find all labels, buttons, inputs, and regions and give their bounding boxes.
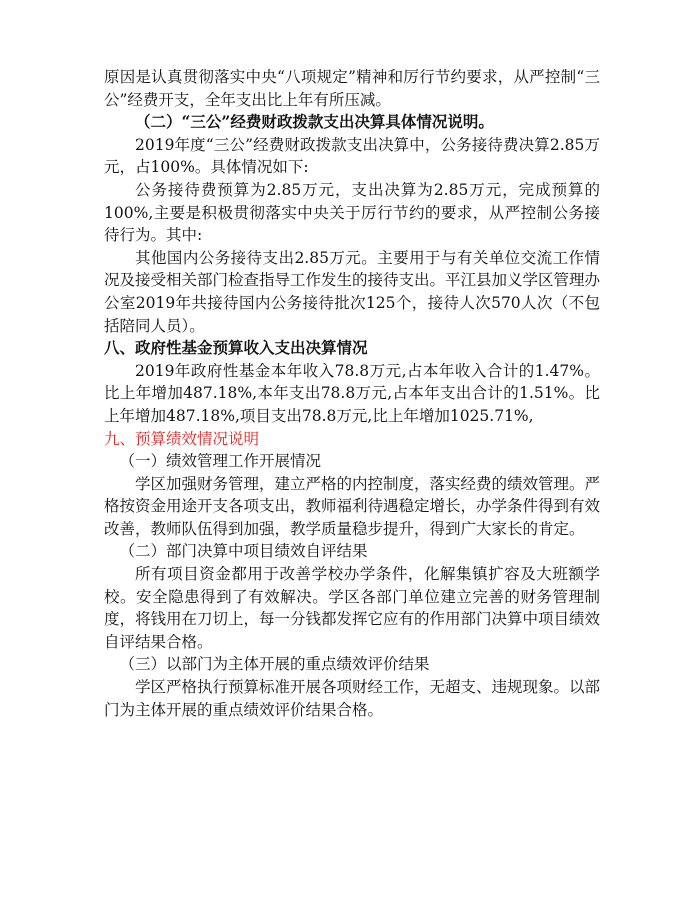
heading-sangong-detail: （二）“三公”经费财政拨款支出决算具体情况说明。	[135, 112, 494, 132]
paragraph-fund-budget: 2019年政府性基金本年收入78.8万元,占本年收入合计的1.47%。比上年增加487.18%,本年支出78.8万元,占本年支出合计的1.51%。比上年增加487.18%,项目支出78.8万元,比上年增加1025.71%,	[104, 361, 600, 425]
paragraph-sangong-total: 2019年度“三公”经费财政拨款支出决算中，公务接待费决算2.85万元，占100%。具体情况如下:	[104, 135, 600, 177]
heading-section-8: 八、政府性基金预算收入支出决算情况	[104, 338, 368, 358]
heading-performance-management: （一）绩效管理工作开展情况	[119, 452, 322, 471]
heading-key-evaluation: （三）以部门为主体开展的重点绩效评价结果	[119, 655, 430, 674]
paragraph-domestic-reception: 其他国内公务接待支出2.85万元。主要用于与有关单位交流工作情况及接受相关部门检查指导工作发生的接待支出。平江县加义学区管理办公室2019年共接待国内公务接待批次125个，接待人次570人次（不包括陪同人员）。	[104, 248, 601, 335]
paragraph-key-evaluation: 学区严格执行预算标准开展各项财经工作，无超支、违规现象。以部门为主体开展的重点绩效评价结果合格。	[104, 678, 601, 719]
heading-section-9: 九、预算绩效情况说明	[104, 429, 260, 448]
document-body	[104, 66, 600, 721]
paragraph-project-self-evaluation: 所有项目资金都用于改善学校办学条件，化解集镇扩容及大班额学校。安全隐患得到了有效解决。学区各部门单位建立完善的财务管理制度，将钱用在刀切上，每一分钱都发挥它应有的作用部门决算中项目绩效自评结果合格。	[104, 565, 601, 651]
paragraph-sangong-reason: 原因是认真贯彻落实中央“八项规定”精神和厉行节约要求，从严控制“三公”经费开支，全年支出比上年有所压减。	[104, 68, 600, 109]
paragraph-reception-budget: 公务接待费预算为2.85万元，支出决算为2.85万元，完成预算的100%,主要是积极贯彻落实中央关于厉行节约的要求，从严控制公务接待行为。其中:	[104, 180, 600, 245]
paragraph-performance-management: 学区加强财务管理，建立严格的内控制度，落实经费的绩效管理。严格按资金用途开支各项支出，教师福利待遇稳定增长，办学条件得到有效改善，教师队伍得到加强，教学质量稳步提升，得到广大家长的肯定。	[104, 474, 601, 538]
heading-project-self-evaluation: （二）部门决算中项目绩效自评结果	[119, 542, 368, 561]
